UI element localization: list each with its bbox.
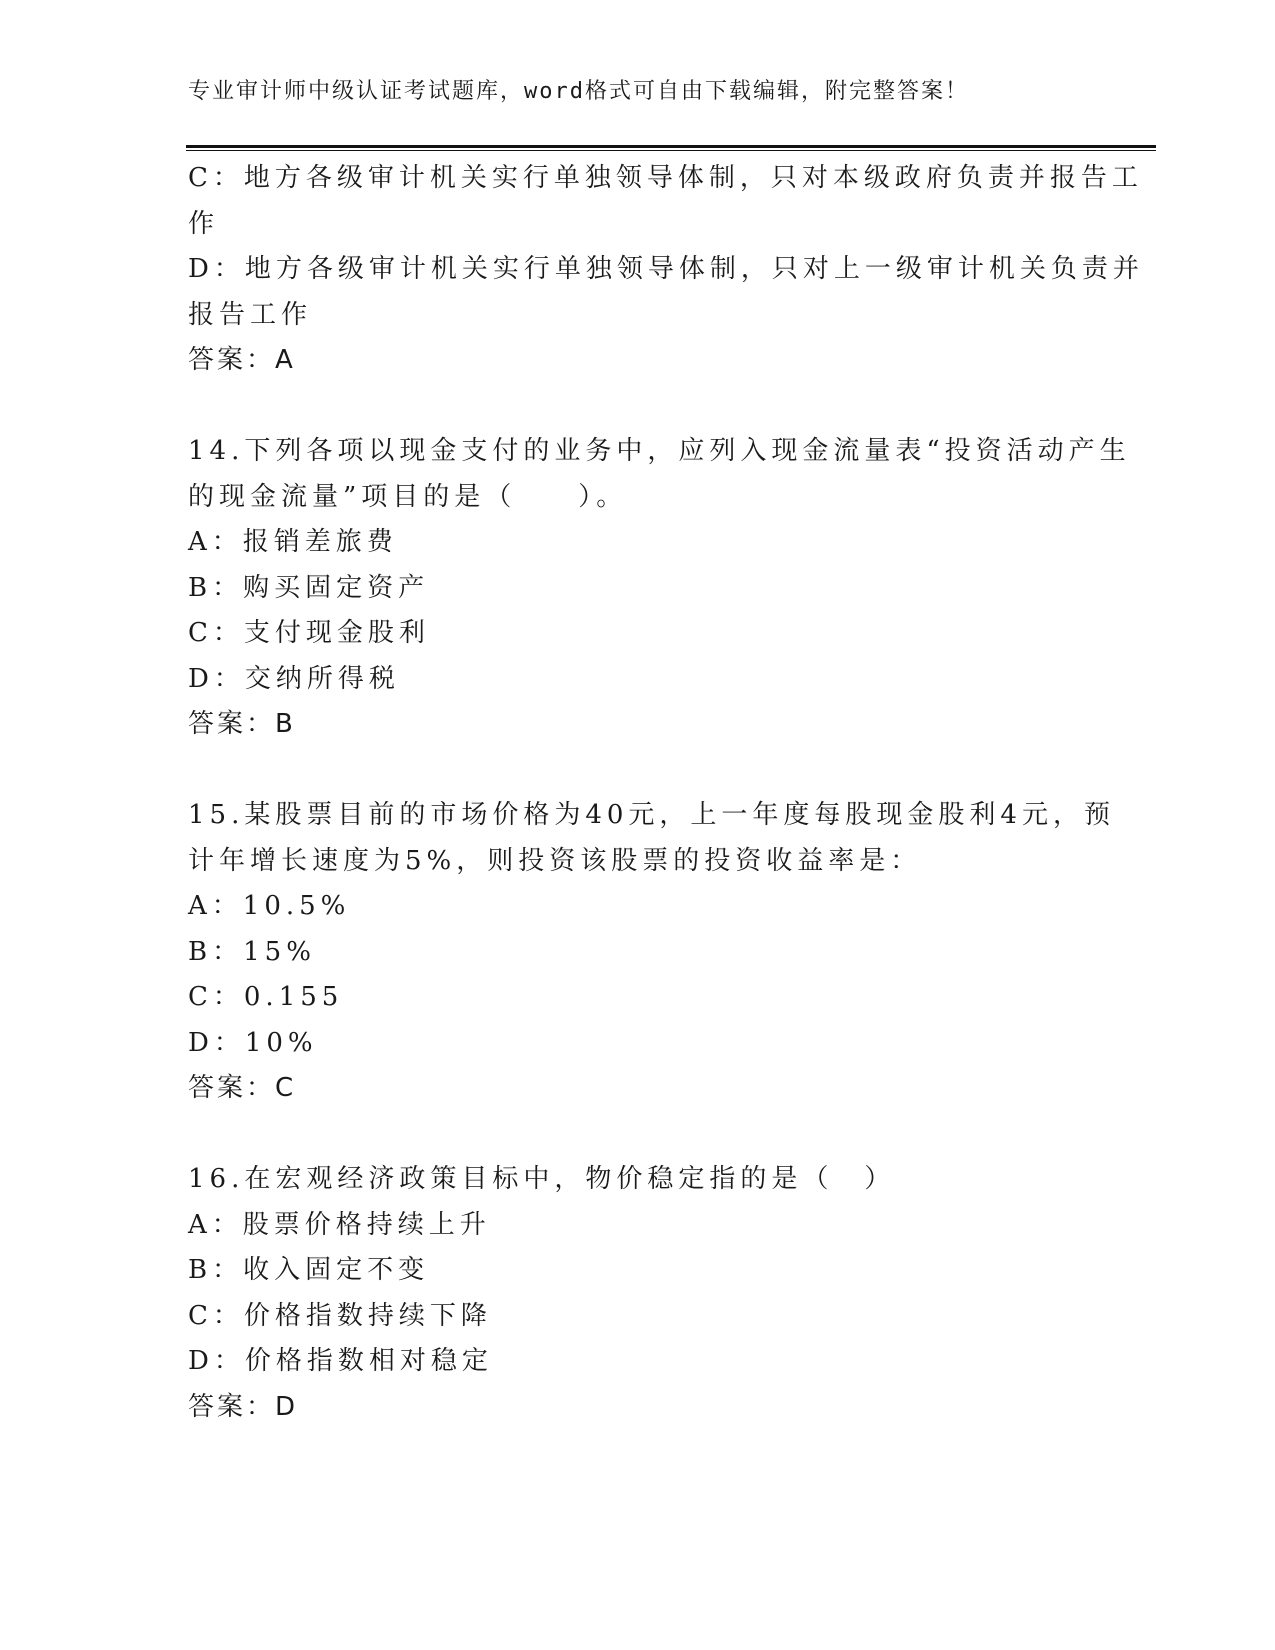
option-line: 作	[188, 208, 220, 239]
partial-question-13	[188, 156, 1144, 384]
question-stem: 15.某股票目前的市场价格为40元，上一年度每股现金股利4元，预	[188, 800, 1115, 830]
page-header: 专业审计师中级认证考试题库，word格式可自由下载编辑，附完整答案！	[188, 79, 969, 104]
option-a: A：10.5%	[188, 891, 351, 921]
spacer	[188, 384, 1088, 430]
option-a: A：股票价格持续上升	[188, 1209, 491, 1240]
question-stem: 16.在宏观经济政策目标中，物价稳定指的是（ ）	[188, 1164, 896, 1194]
option-d: D：10%	[188, 1027, 318, 1058]
option-line: C：地方各级审计机关实行单独领导体制，只对本级政府负责并报告工	[188, 163, 1143, 193]
answer-line: 答案：D	[188, 1391, 299, 1422]
header-rule-thin	[186, 150, 1156, 151]
option-line: 报告工作	[188, 299, 313, 330]
question-stem: 14.下列各项以现金支付的业务中，应列入现金流量表“投资活动产生	[188, 436, 1131, 466]
question-16	[188, 1157, 1088, 1430]
option-c: C：价格指数持续下降	[188, 1300, 492, 1331]
option-b: B：15%	[188, 936, 316, 967]
question-stem: 计年增长速度为5%，则投资该股票的投资收益率是：	[188, 845, 922, 876]
option-d: D：价格指数相对稳定	[188, 1346, 493, 1376]
spacer	[188, 748, 1088, 794]
question-stem: 的现金流量”项目的是（ ）。	[188, 481, 628, 512]
question-14	[188, 429, 1131, 748]
spacer	[188, 1112, 1088, 1158]
question-15	[188, 793, 1115, 1112]
option-b: B：购买固定资产	[188, 572, 430, 603]
question-content	[188, 156, 1144, 1430]
option-b: B：收入固定不变	[188, 1255, 430, 1285]
option-c: C：支付现金股利	[188, 618, 430, 648]
answer-line: 答案：B	[188, 709, 296, 739]
option-line: D：地方各级审计机关实行单独领导体制，只对上一级审计机关负责并	[188, 254, 1144, 284]
option-c: C：0.155	[188, 982, 344, 1012]
option-a: A：报销差旅费	[188, 527, 398, 557]
answer-line: 答案：C	[188, 1073, 297, 1103]
option-d: D：交纳所得税	[188, 663, 400, 694]
header-rule-thick	[186, 145, 1156, 148]
answer-line: 答案：A	[188, 345, 296, 375]
